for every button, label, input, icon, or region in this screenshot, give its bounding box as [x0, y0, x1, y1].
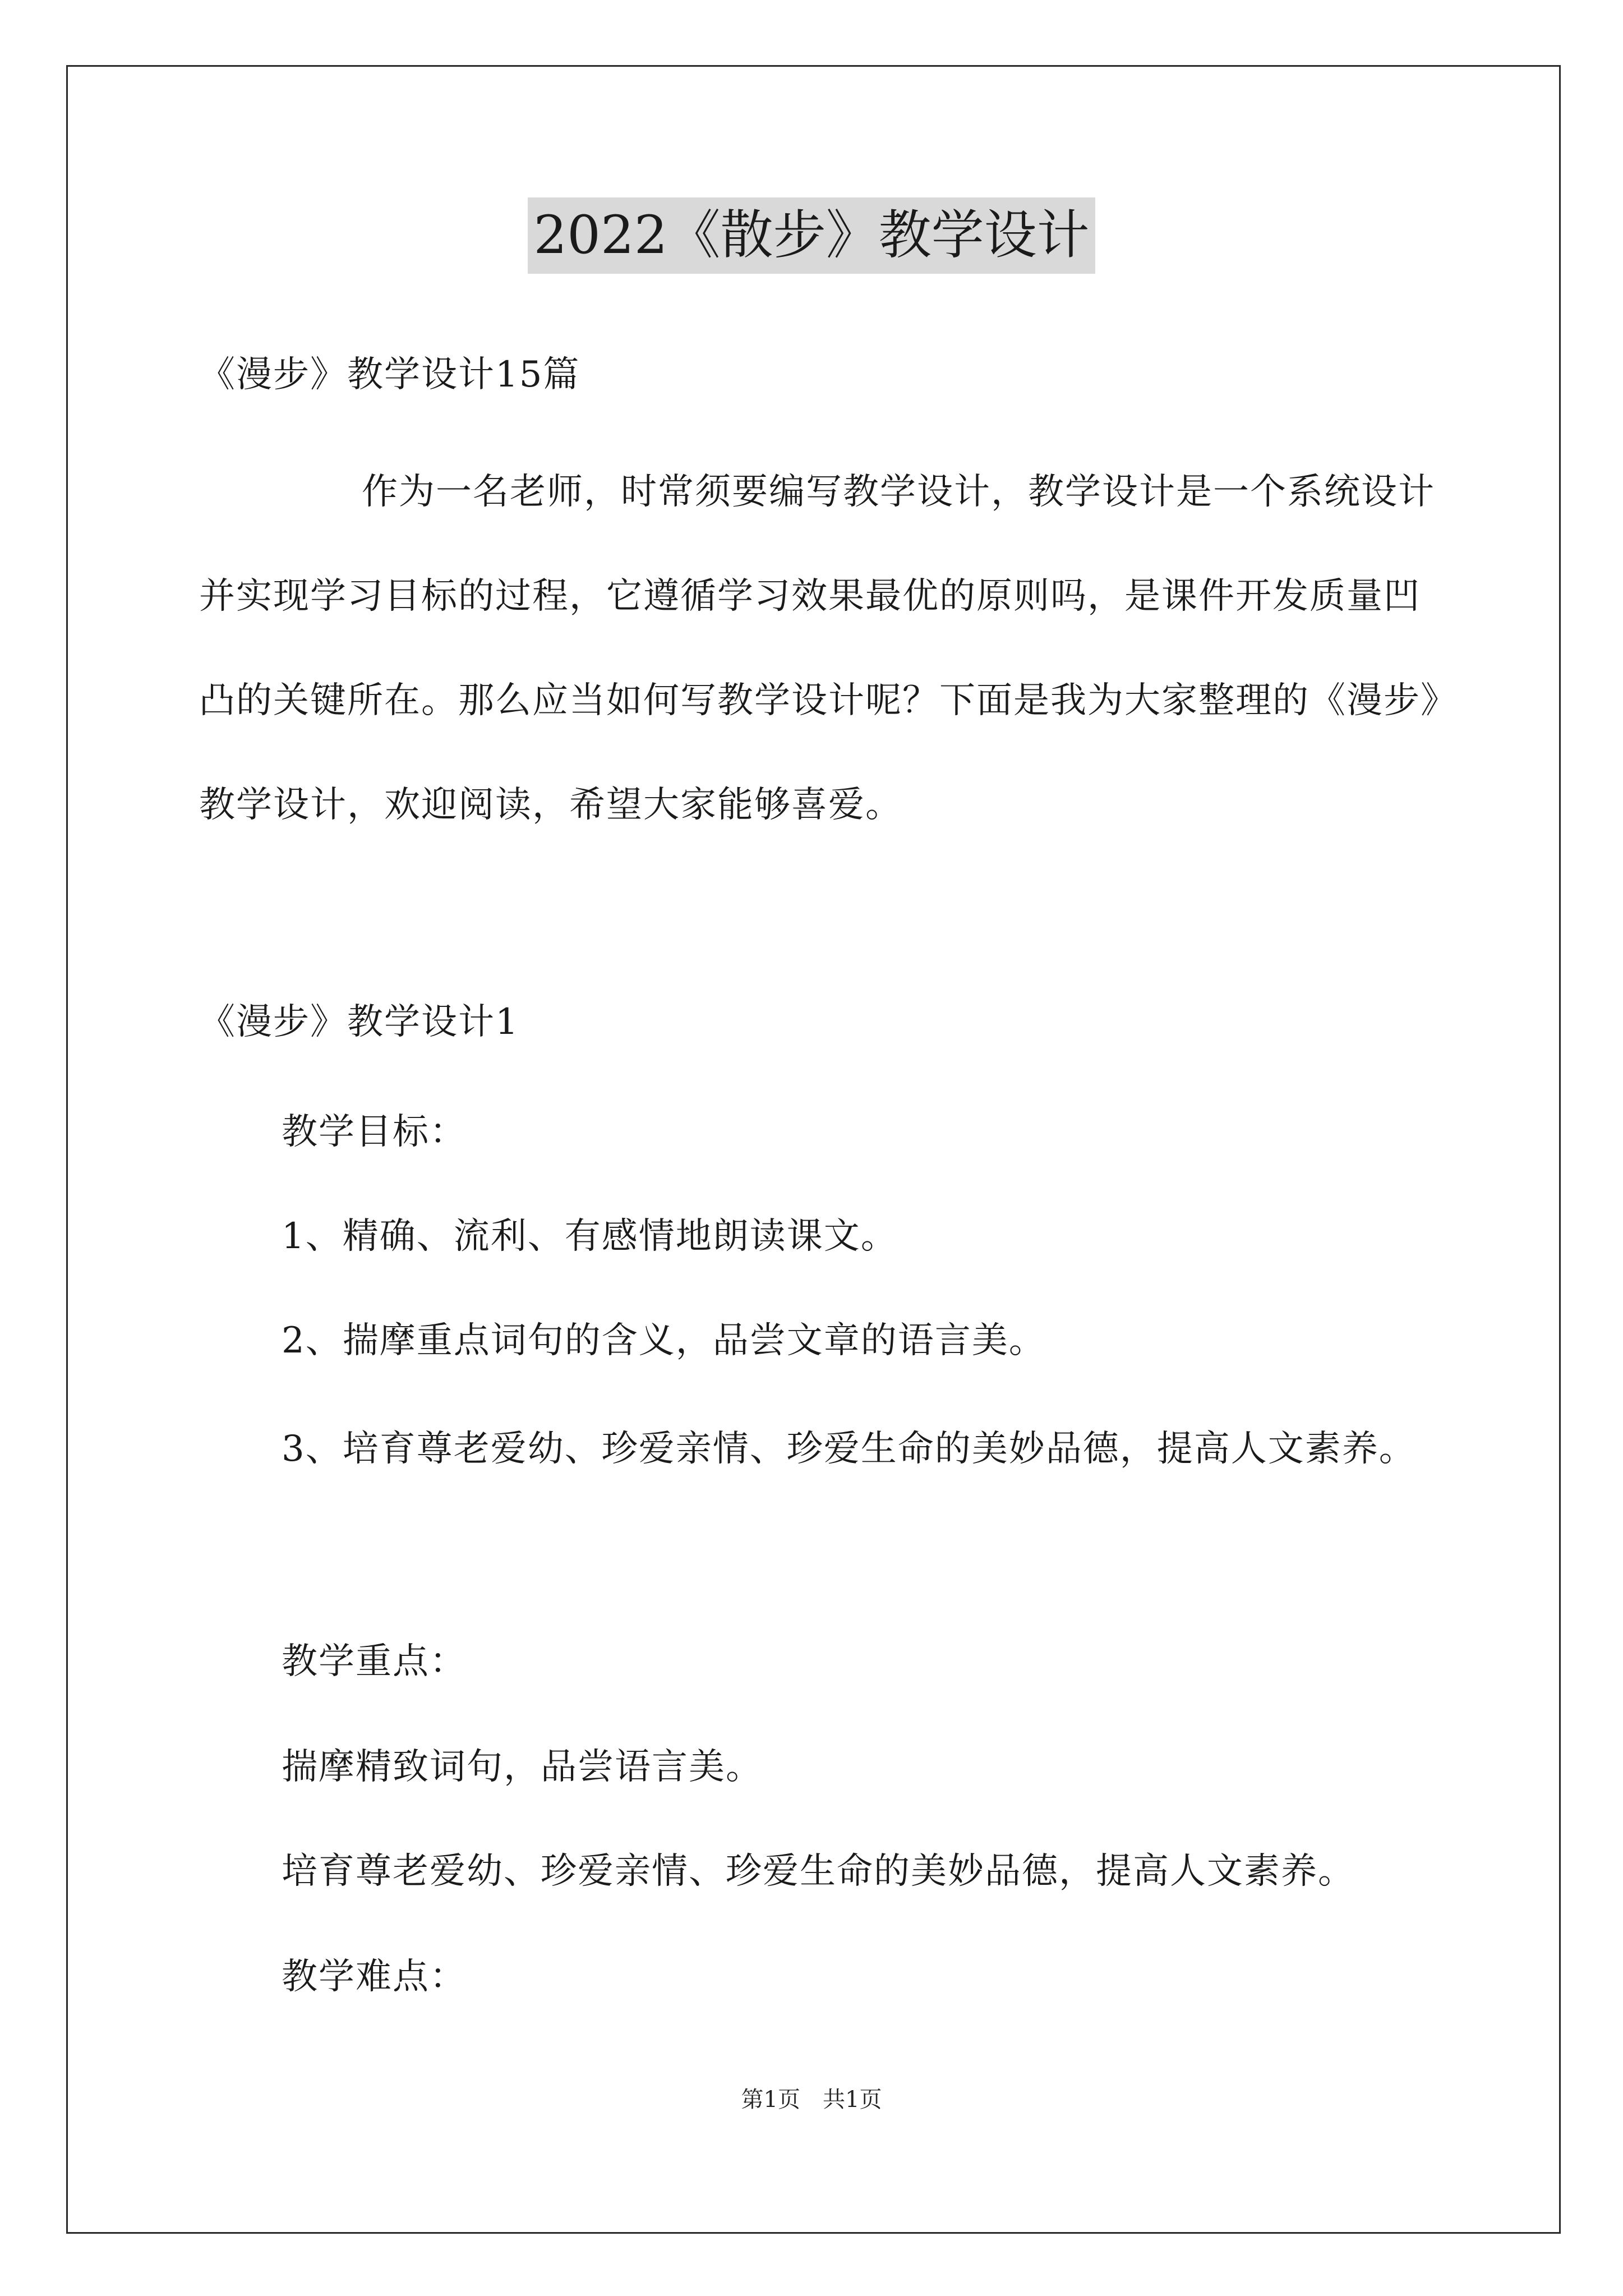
page-number: 第1页 共1页 [741, 2087, 882, 2113]
intro-paragraph: 作为一名老师，时常须要编写教学设计，教学设计是一个系统设计并实现学习目标的过程，它遵循学习效果最优的原则吗，是课件开发质量凹凸的关键所在。那么应当如何写教学设计呢？下面是我为大家整理的《漫步》教学设计，欢迎阅读，希望大家能够喜爱。 [199, 471, 1440, 826]
page-footer [0, 2086, 1623, 2114]
key-point-2: 培育尊老爱幼、珍爱亲情、珍爱生命的美妙品德，提高人文素养。 [282, 1851, 1355, 1892]
difficulty-label: 教学难点： [282, 1956, 467, 1998]
title-container [0, 197, 1623, 274]
goals-label: 教学目标： [282, 1111, 467, 1153]
key-points-label: 教学重点： [282, 1641, 467, 1682]
goal-item-2: 2、揣摩重点词句的含义，品尝文章的语言美。 [282, 1320, 1046, 1361]
key-point-1: 揣摩精致词句，品尝语言美。 [282, 1746, 763, 1788]
goal-item-3: 3、培育尊老爱幼、珍爱亲情、珍爱生命的美妙品德，提高人文素养。 [282, 1428, 1416, 1470]
document-title: 2022《散步》教学设计 [528, 197, 1095, 274]
goal-item-1: 1、精确、流利、有感情地朗读课文。 [282, 1216, 898, 1257]
section-heading: 《漫步》教学设计1 [199, 1001, 519, 1043]
document-subtitle: 《漫步》教学设计15篇 [199, 354, 580, 395]
